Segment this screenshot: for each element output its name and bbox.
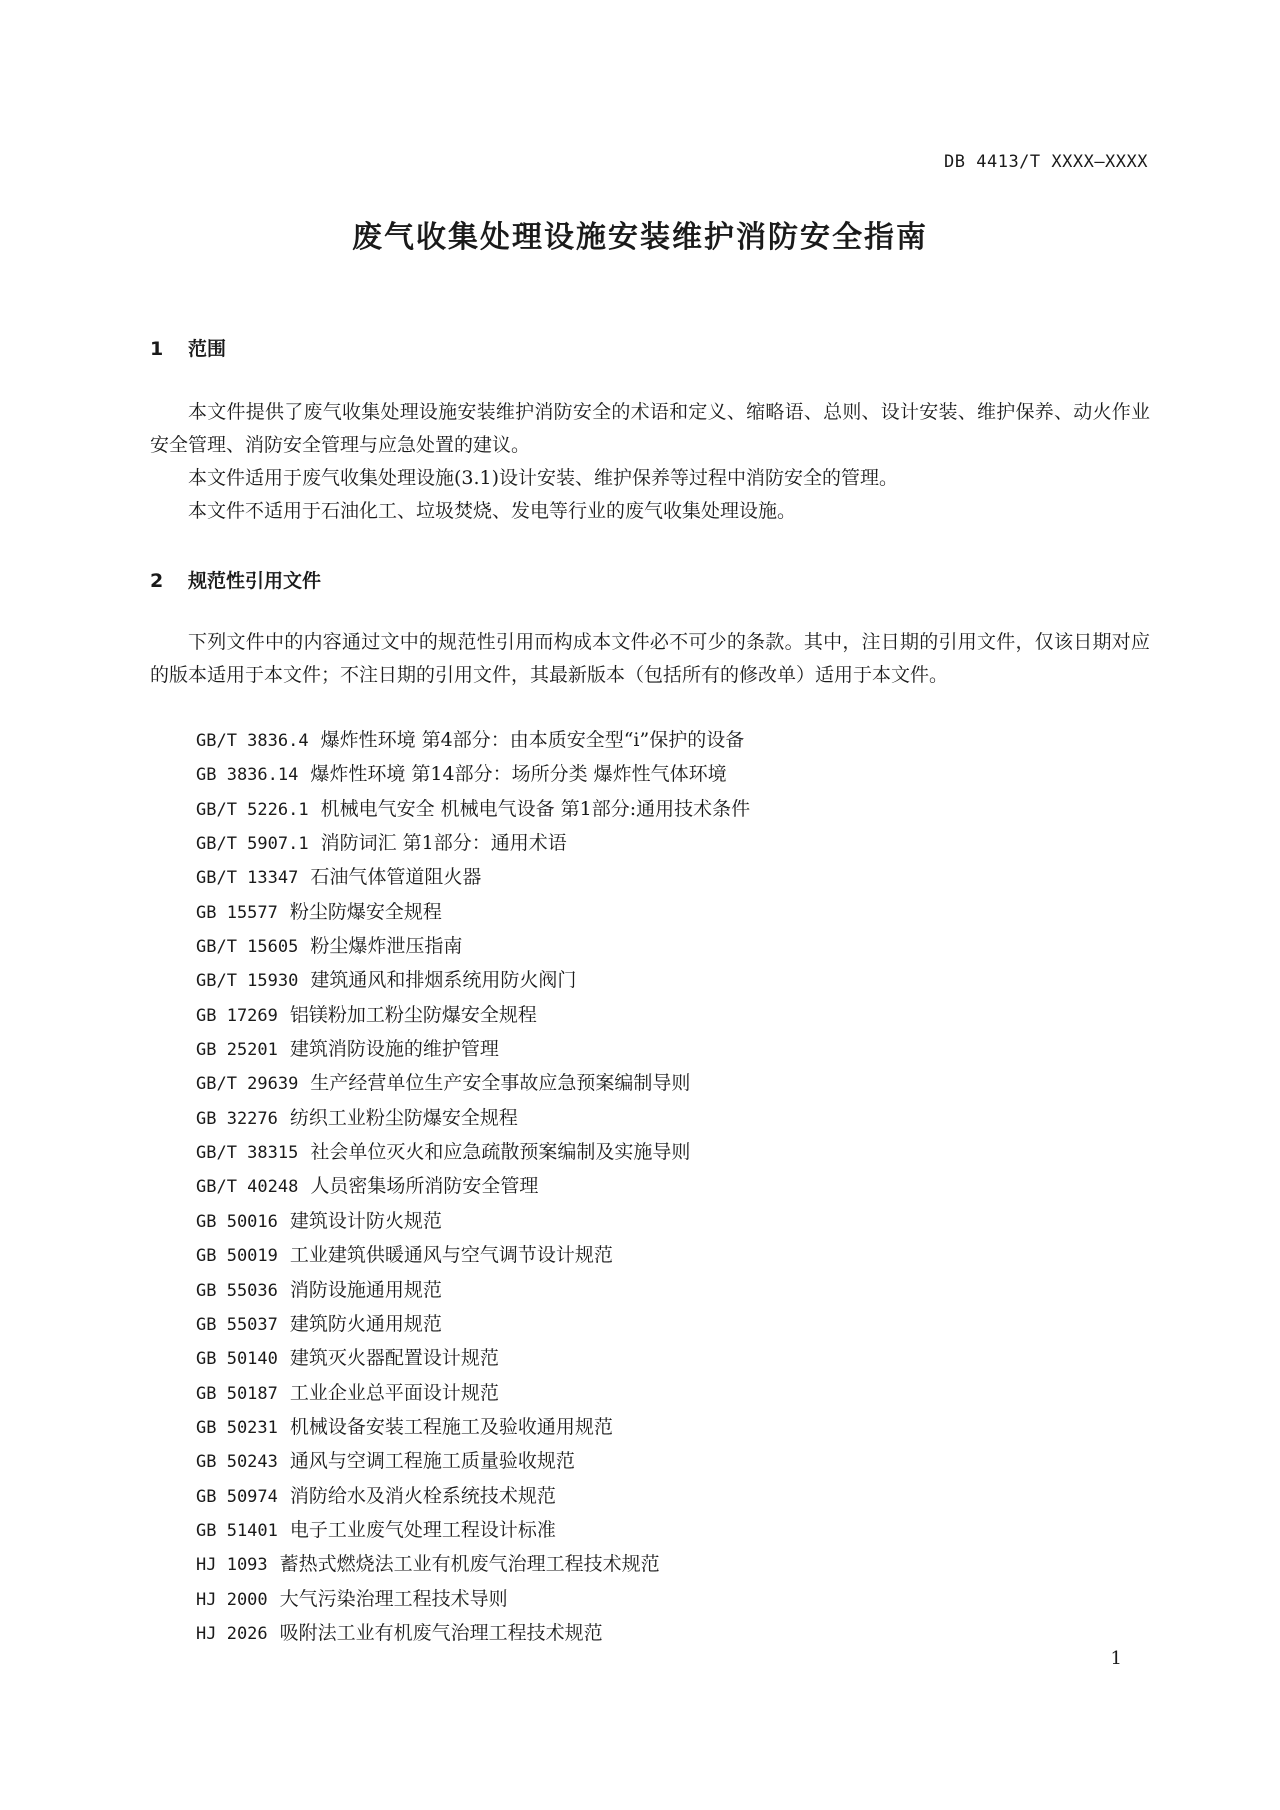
section-heading-scope bbox=[150, 334, 226, 361]
reference-code: GB 25201 bbox=[196, 1040, 278, 1061]
reference-title: 吸附法工业有机废气治理工程技术规范 bbox=[279, 1621, 603, 1644]
reference-title: 工业建筑供暖通风与空气调节设计规范 bbox=[289, 1244, 613, 1267]
reference-item bbox=[196, 1480, 750, 1514]
reference-code: GB 55036 bbox=[196, 1280, 278, 1301]
reference-title: 电子工业废气处理工程设计标准 bbox=[289, 1518, 556, 1541]
reference-item bbox=[196, 1274, 750, 1308]
reference-item bbox=[196, 999, 750, 1033]
reference-item bbox=[196, 1548, 750, 1582]
reference-title: 建筑消防设施的维护管理 bbox=[289, 1038, 499, 1061]
section-title: 范围 bbox=[188, 338, 227, 360]
reference-item bbox=[196, 1308, 750, 1342]
reference-code: GB/T 15605 bbox=[196, 937, 299, 958]
paragraph: 本文件适用于废气收集处理设施(3.1)设计安装、维护保养等过程中消防安全的管理。 bbox=[188, 467, 899, 489]
reference-title: 消防设施通用规范 bbox=[289, 1278, 442, 1301]
reference-title: 建筑灭火器配置设计规范 bbox=[289, 1347, 499, 1370]
reference-list bbox=[196, 724, 750, 1651]
reference-title: 社会单位灭火和应急疏散预案编制及实施导则 bbox=[310, 1141, 691, 1164]
reference-code: GB 50974 bbox=[196, 1486, 278, 1507]
reference-title: 爆炸性环境 第14部分：场所分类 爆炸性气体环境 bbox=[310, 763, 727, 786]
reference-code: GB 50243 bbox=[196, 1452, 278, 1473]
reference-item bbox=[196, 1170, 750, 1204]
reference-item bbox=[196, 724, 750, 758]
reference-code: GB 51401 bbox=[196, 1520, 278, 1541]
section-title: 规范性引用文件 bbox=[188, 570, 322, 592]
reference-code: HJ 2026 bbox=[196, 1623, 268, 1644]
section-number: 1 bbox=[150, 338, 164, 360]
reference-code: GB 50231 bbox=[196, 1417, 278, 1438]
section-heading-normative-references bbox=[150, 566, 321, 593]
reference-title: 粉尘爆炸泄压指南 bbox=[310, 935, 463, 958]
reference-code: GB 3836.14 bbox=[196, 765, 299, 786]
reference-code: GB/T 5907.1 bbox=[196, 834, 309, 855]
reference-title: 爆炸性环境 第4部分：由本质安全型“i”保护的设备 bbox=[320, 729, 745, 751]
reference-item bbox=[196, 1342, 750, 1376]
reference-code: GB 17269 bbox=[196, 1005, 278, 1026]
reference-item bbox=[196, 1067, 750, 1101]
reference-title: 蓄热式燃烧法工业有机废气治理工程技术规范 bbox=[279, 1553, 660, 1576]
reference-item bbox=[196, 1445, 750, 1479]
reference-item bbox=[196, 861, 750, 895]
reference-code: GB/T 13347 bbox=[196, 868, 299, 889]
document-code: DB 4413/T XXXX—XXXX bbox=[944, 152, 1148, 172]
reference-code: GB 55037 bbox=[196, 1314, 278, 1335]
reference-code: GB 50016 bbox=[196, 1211, 278, 1232]
document-title: 废气收集处理设施安装维护消防安全指南 bbox=[352, 220, 928, 255]
reference-code: GB/T 5226.1 bbox=[196, 799, 309, 820]
reference-item bbox=[196, 896, 750, 930]
reference-item bbox=[196, 1411, 750, 1445]
paragraph: 本文件不适用于石油化工、垃圾焚烧、发电等行业的废气收集处理设施。 bbox=[188, 500, 797, 522]
reference-title: 消防给水及消火栓系统技术规范 bbox=[289, 1484, 556, 1507]
reference-code: GB/T 38315 bbox=[196, 1143, 299, 1164]
reference-item bbox=[196, 964, 750, 998]
reference-title: 机械电气安全 机械电气设备 第1部分:通用技术条件 bbox=[320, 797, 751, 820]
reference-title: 粉尘防爆安全规程 bbox=[289, 900, 442, 923]
reference-title: 机械设备安装工程施工及验收通用规范 bbox=[289, 1415, 613, 1438]
reference-code: GB 50019 bbox=[196, 1246, 278, 1267]
reference-item bbox=[196, 1617, 750, 1651]
scope-paragraphs bbox=[150, 396, 1150, 528]
reference-title: 建筑通风和排烟系统用防火阀门 bbox=[310, 969, 577, 992]
reference-item bbox=[196, 1239, 750, 1273]
reference-code: GB/T 3836.4 bbox=[196, 731, 309, 751]
reference-title: 石油气体管道阻火器 bbox=[310, 866, 482, 889]
reference-title: 铝镁粉加工粉尘防爆安全规程 bbox=[289, 1003, 537, 1026]
reference-code: GB 50187 bbox=[196, 1383, 278, 1404]
reference-code: GB/T 15930 bbox=[196, 971, 299, 992]
reference-title: 工业企业总平面设计规范 bbox=[289, 1381, 499, 1404]
reference-title: 纺织工业粉尘防爆安全规程 bbox=[289, 1106, 518, 1129]
reference-item bbox=[196, 758, 750, 792]
reference-title: 建筑设计防火规范 bbox=[289, 1209, 442, 1232]
normative-references-intro bbox=[150, 626, 1150, 692]
reference-code: GB 32276 bbox=[196, 1108, 278, 1129]
reference-title: 消防词汇 第1部分：通用术语 bbox=[320, 832, 567, 855]
reference-item bbox=[196, 1514, 750, 1548]
reference-title: 建筑防火通用规范 bbox=[289, 1312, 442, 1335]
reference-title: 大气污染治理工程技术导则 bbox=[279, 1587, 508, 1610]
reference-code: GB 15577 bbox=[196, 902, 278, 923]
page-number: 1 bbox=[1110, 1648, 1122, 1669]
reference-title: 生产经营单位生产安全事故应急预案编制导则 bbox=[310, 1072, 691, 1095]
reference-item bbox=[196, 930, 750, 964]
reference-item bbox=[196, 1102, 750, 1136]
paragraph: 下列文件中的内容通过文中的规范性引用而构成本文件必不可少的条款。其中，注日期的引用文件，仅该日期对应的版本适用于本文件；不注日期的引用文件，其最新版本（包括所有的修改单）适用于本文件。 bbox=[150, 631, 1150, 686]
reference-item bbox=[196, 1583, 750, 1617]
reference-item bbox=[196, 1205, 750, 1239]
reference-item bbox=[196, 1033, 750, 1067]
reference-title: 通风与空调工程施工质量验收规范 bbox=[289, 1450, 575, 1473]
reference-item bbox=[196, 827, 750, 861]
reference-code: HJ 2000 bbox=[196, 1589, 268, 1610]
reference-item bbox=[196, 793, 750, 827]
paragraph: 本文件提供了废气收集处理设施安装维护消防安全的术语和定义、缩略语、总则、设计安装、维护保养、动火作业安全管理、消防安全管理与应急处置的建议。 bbox=[150, 401, 1150, 456]
section-number: 2 bbox=[150, 570, 164, 592]
reference-code: GB/T 40248 bbox=[196, 1177, 299, 1198]
reference-code: HJ 1093 bbox=[196, 1555, 268, 1576]
reference-code: GB/T 29639 bbox=[196, 1074, 299, 1095]
reference-item bbox=[196, 1136, 750, 1170]
reference-code: GB 50140 bbox=[196, 1349, 278, 1370]
reference-item bbox=[196, 1377, 750, 1411]
reference-title: 人员密集场所消防安全管理 bbox=[310, 1175, 539, 1198]
